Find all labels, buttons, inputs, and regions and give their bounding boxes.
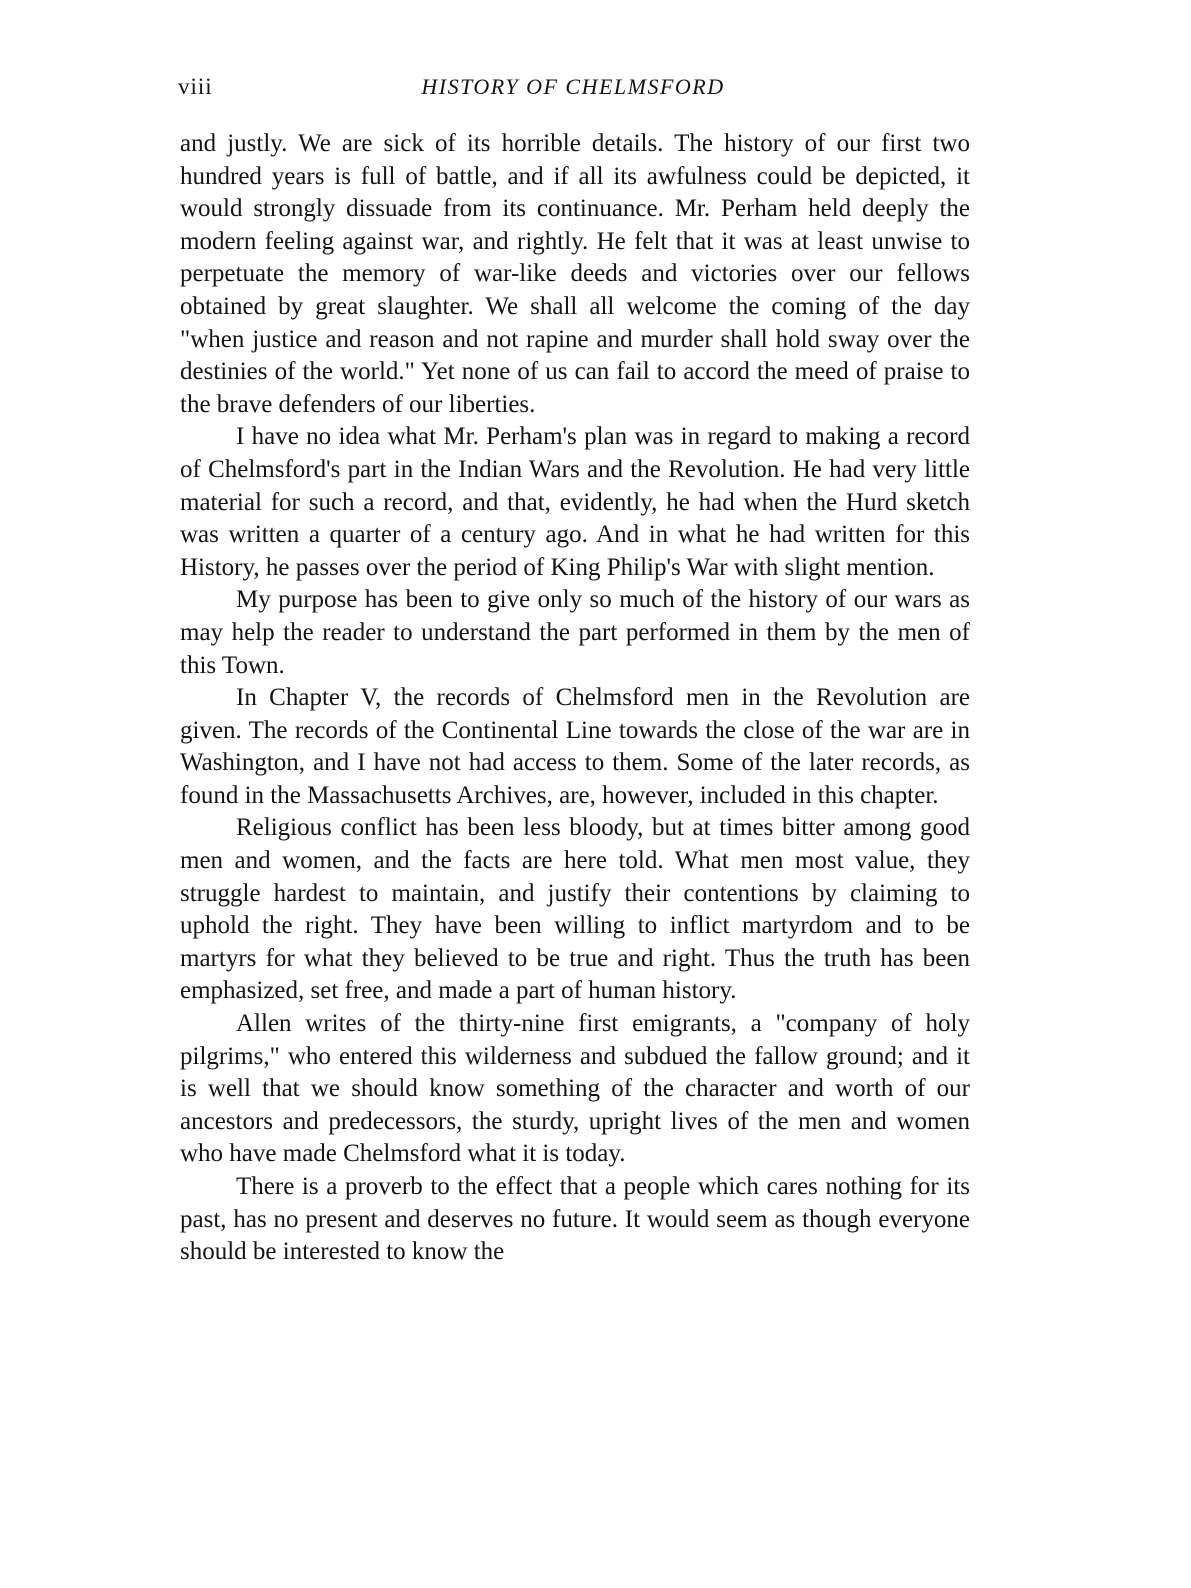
body-text <box>180 128 970 1269</box>
paragraph: Religious conflict has been less bloody, but at times bitter among good men and women, and the facts are here told. What men most value, they struggle hardest to maintain, and justify their contentions by claiming to uphold the right. They have been willing to inflict martyrdom and to be martyrs for what they believed to be true and right. Thus the truth has been emphasized, set free, and made a part of human history. <box>180 814 970 1005</box>
paragraph: In Chapter V, the records of Chelmsford men in the Revolution are given. The records of the Continental Line towards the close of the war are in Washington, and I have not had access to them. Some of the later records, as found in the Massachusetts Archives, are, however, included in this chapter. <box>180 684 970 809</box>
paragraph: Allen writes of the thirty-nine first emigrants, a "company of holy pilgrims," who entered this wilderness and subdued the fallow ground; and it is well that we should know something of the character and worth of our ancestors and predecessors, the sturdy, upright lives of the men and women who have made Chelmsford what it is today. <box>180 1010 970 1168</box>
running-title: HISTORY OF CHELMSFORD <box>421 74 725 99</box>
paragraph-continues: There is a proverb to the effect that a people which cares nothing for its past, has no present and deserves no future. It would seem as though everyone should be interested to know the <box>180 1173 970 1266</box>
paragraph: My purpose has been to give only so much of the history of our wars as may help the reader to understand the part performed in them by the men of this Town. <box>180 586 970 679</box>
running-head <box>178 74 968 106</box>
page-number: viii <box>178 74 213 99</box>
paragraph-continued: and justly. We are sick of its horrible details. The history of our first two hundred years is full of battle, and if all its awfulness could be depicted, it would strongly dissuade from its continuance. Mr. Perham held deeply the modern feeling against war, and rightly. He felt that it was at least unwise to perpetuate the memory of war-like deeds and victories over our fellows obtained by great slaughter. We shall all welcome the coming of the day "when justice and reason and not rapine and murder shall hold sway over the destinies of the world." Yet none of us can fail to accord the meed of praise to the brave defenders of our liberties. <box>180 130 970 418</box>
paragraph: I have no idea what Mr. Perham's plan was in regard to making a record of Chelmsford's part in the Indian Wars and the Revolution. He had very little material for such a record, and that, evidently, he had when the Hurd sketch was written a quarter of a century ago. And in what he had written for this History, he passes over the period of King Philip's War with slight mention. <box>180 423 970 581</box>
